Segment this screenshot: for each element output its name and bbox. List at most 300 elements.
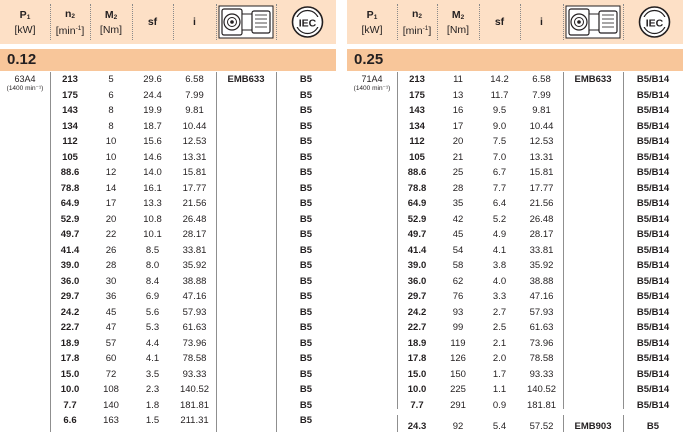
table-row [0,413,336,429]
ratio-cell: 35.92 [529,260,554,271]
sf-cell: 1.1 [492,384,507,395]
n2-cell: 213 [409,74,425,85]
n2-header: n2 $[\min^{-1}]$ [402,7,432,37]
table-row [347,150,683,166]
m2-cell: 25 [452,167,464,178]
table-row [0,367,336,383]
table-row [0,196,336,212]
ratio-cell: 61.63 [529,322,554,333]
sf-cell: 4.1 [492,244,507,256]
m2-cell: 47 [105,322,117,333]
m2-cell: 5 [108,74,114,85]
table-row [347,72,683,88]
sf-cell: 9.5 [492,105,507,116]
ratio-cell: 15.81 [529,167,554,178]
table-row [347,88,683,104]
ratio-cell: 17.77 [182,182,207,194]
n2-cell: 36.0 [407,275,427,287]
m2-cell: 17 [452,120,464,132]
sf-cell: 10.1 [143,229,162,240]
table-row [0,289,336,305]
m2-cell: 12 [105,167,117,178]
m2-cell: 35 [452,198,464,209]
flange-cell: B5 [299,151,313,163]
sf-cell: 9.0 [492,120,507,132]
n2-cell: 213 [62,74,78,85]
flange-cell: B5/B14 [636,291,670,302]
iec-logo-icon [638,6,671,38]
gearbox-cell [216,305,276,321]
flange-cell: B5 [299,120,313,132]
gearbox-cell [216,88,276,104]
gearbox-cell [216,258,276,274]
gearbox-cell [563,165,623,181]
table-row [0,212,336,228]
ratio-cell: 57.52 [529,421,554,432]
gearbox-cell [216,336,276,352]
gearbox-cell [563,398,623,414]
i-header: i [193,16,196,28]
sf-cell: 5.2 [492,213,507,225]
n2-cell: 105 [409,151,425,163]
n2-cell: 112 [62,136,78,147]
sf-cell: 11.7 [490,89,509,101]
sf-cell: 24.4 [143,89,162,101]
n2-cell: 52.9 [60,213,80,225]
m2-cell: 10 [105,151,117,163]
m2-header: M2 [Nm] [446,8,470,36]
table-row [0,150,336,166]
flange-cell: B5/B14 [636,213,670,225]
table-row [347,181,683,197]
n2-cell: 78.8 [407,182,427,194]
table-row [0,181,336,197]
n2-cell: 22.7 [407,322,427,333]
table-row [347,196,683,212]
flange-cell: B5 [299,368,313,380]
sf-cell: 5.4 [492,421,507,432]
n2-header: n2 $[\min^{-1}]$ [55,7,85,37]
sf-cell: 7.7 [492,182,507,194]
sf-cell: 1.5 [145,415,160,426]
m2-cell: 36 [105,291,117,302]
flange-cell: B5/B14 [636,120,670,132]
m2-cell: 6 [108,89,114,101]
gearbox-cell [563,258,623,274]
ratio-cell: 33.81 [529,244,554,256]
m2-cell: 76 [452,291,464,302]
sf-cell: 2.1 [492,337,507,349]
sf-cell: 4.1 [145,353,160,364]
m2-cell: 28 [452,182,464,194]
m2-cell: 150 [450,368,466,380]
table-header [347,0,683,44]
ratio-cell: 38.88 [182,275,207,287]
sf-cell: 7.0 [492,151,507,163]
m2-cell: 57 [105,337,117,349]
ratio-cell: 33.81 [182,244,207,256]
ratio-cell: 140.52 [526,384,557,395]
sf-header: sf [494,16,505,28]
table-header [0,0,336,44]
flange-cell: B5 [299,136,313,147]
n2-cell: 10.0 [407,384,427,395]
motor-type: 63A4 (1400 min⁻¹) [6,74,44,92]
m2-cell: 8 [108,105,114,116]
gearbox-cell [216,103,276,119]
ratio-cell: 15.81 [182,167,207,178]
n2-cell: 41.4 [407,244,427,256]
gearbox-cell [216,243,276,259]
sf-cell: 3.8 [492,260,507,271]
flange-cell: B5 [299,229,313,240]
gearbox-cell [563,103,623,119]
m2-cell: 163 [103,415,119,426]
sf-cell: 14.6 [143,151,162,163]
table-row [0,398,336,414]
table-row [347,165,683,181]
sf-cell: 8.0 [145,260,160,271]
left-table [0,0,336,432]
m2-cell: 291 [450,399,466,411]
ratio-cell: 73.96 [182,337,207,349]
table-row [0,88,336,104]
n2-cell: 88.6 [60,167,80,178]
sf-cell: 5.6 [145,306,160,318]
sf-cell: 16.1 [143,182,162,194]
flange-cell: B5/B14 [636,384,670,395]
gearbox-cell: EMB903 [574,421,612,432]
table-row [347,305,683,321]
m2-cell: 119 [450,337,466,349]
gearbox-cell [216,150,276,166]
gearbox-motor-icon [565,4,621,40]
flange-cell: B5 [299,415,313,426]
flange-cell: B5/B14 [636,229,670,240]
n2-cell: 175 [409,89,425,101]
n2-cell: 64.9 [60,198,80,209]
table-row [0,103,336,119]
ratio-cell: 12.53 [182,136,207,147]
m2-cell: 58 [452,260,464,271]
gearbox-cell [563,119,623,135]
m2-cell: 22 [105,229,117,240]
table-row [0,227,336,243]
n2-cell: 39.0 [60,260,80,271]
gearbox-cell: EMB633 [574,74,612,85]
gearbox-cell [216,289,276,305]
table-row [347,212,683,228]
ratio-cell: 6.58 [532,74,551,85]
m2-cell: 72 [105,368,117,380]
table-row [0,258,336,274]
ratio-cell: 35.92 [182,260,207,271]
ratio-cell: 38.88 [529,275,554,287]
m2-cell: 62 [452,275,464,287]
ratio-cell: 73.96 [529,337,554,349]
gearbox-cell [216,351,276,367]
sf-cell: 8.5 [145,244,160,256]
n2-cell: 52.9 [407,213,427,225]
flange-cell: B5/B14 [636,105,670,116]
table-row [347,103,683,119]
table-row [0,72,336,88]
n2-cell: 17.8 [60,353,80,364]
ratio-cell: 7.99 [532,89,551,101]
ratio-cell: 9.81 [532,105,551,116]
ratio-cell: 57.93 [529,306,554,318]
m2-cell: 20 [452,136,464,147]
n2-cell: 6.6 [63,415,77,426]
table-row [347,258,683,274]
n2-cell: 134 [409,120,425,132]
flange-cell: B5 [299,105,313,116]
sf-cell: 2.0 [492,353,507,364]
rows-area [347,72,683,432]
gearbox-cell [563,351,623,367]
flange-cell: B5 [299,182,313,194]
ratio-cell: 26.48 [529,213,554,225]
gearbox-cell [216,413,276,429]
flange-cell: B5 [299,322,313,333]
sf-cell: 18.7 [143,120,162,132]
m2-cell: 28 [105,260,117,271]
sf-cell: 6.7 [492,167,507,178]
m2-cell: 10 [105,136,117,147]
p1-header: P1 [kW] [14,8,36,36]
sf-cell: 6.4 [492,198,507,209]
ratio-cell: 181.81 [526,399,557,411]
table-row [0,305,336,321]
n2-cell: 143 [409,105,425,116]
ratio-cell: 9.81 [185,105,204,116]
m2-cell: 54 [452,244,464,256]
gearbox-cell [216,274,276,290]
flange-cell: B5 [299,384,313,395]
n2-cell: 15.0 [60,368,80,380]
m2-cell: 45 [105,306,117,318]
ratio-cell: 21.56 [529,198,554,209]
m2-cell: 225 [450,384,466,395]
n2-cell: 49.7 [60,229,80,240]
sf-cell: 5.3 [145,322,160,333]
gearbox-cell: EMB633 [227,74,265,85]
flange-cell: B5/B14 [636,306,670,318]
gearbox-cell [563,227,623,243]
ratio-cell: 181.81 [179,399,210,411]
gearbox-cell [216,212,276,228]
table-row [347,351,683,367]
n2-cell: 7.7 [63,399,77,411]
gearbox-cell [216,382,276,398]
gearbox-cell [216,320,276,336]
flange-cell: B5 [646,421,660,432]
n2-cell: 105 [62,151,78,163]
n2-cell: 134 [62,120,78,132]
n2-cell: 24.2 [407,306,427,318]
n2-cell: 88.6 [407,167,427,178]
table-row [347,336,683,352]
gearbox-cell [563,196,623,212]
m2-cell: 45 [452,229,464,240]
gearbox-cell [563,367,623,383]
sf-cell: 4.0 [492,275,507,287]
flange-cell: B5 [299,167,313,178]
flange-cell: B5/B14 [636,89,670,101]
table-row [0,336,336,352]
flange-cell: B5 [299,399,313,411]
flange-cell: B5/B14 [636,260,670,271]
n2-cell: 18.9 [60,337,80,349]
ratio-cell: 28.17 [529,229,554,240]
flange-cell: B5/B14 [636,198,670,209]
flange-cell: B5/B14 [636,151,670,163]
flange-cell: B5 [299,275,313,287]
table-row [0,165,336,181]
motor-type: 71A4 (1400 min⁻¹) [353,74,391,92]
flange-cell: B5/B14 [636,275,670,287]
flange-cell: B5 [299,353,313,364]
n2-cell: 29.7 [60,291,80,302]
n2-cell: 143 [62,105,78,116]
flange-cell: B5 [299,244,313,256]
n2-cell: 24.3 [407,421,427,432]
m2-cell: 21 [452,151,464,163]
m2-cell: 60 [105,353,117,364]
gearbox-cell [563,382,623,398]
n2-cell: 39.0 [407,260,427,271]
ratio-cell: 78.58 [182,353,207,364]
ratio-cell: 10.44 [529,120,554,132]
flange-cell: B5 [299,337,313,349]
sf-header: sf [147,16,158,28]
sf-cell: 3.3 [492,291,507,302]
gearbox-cell [563,150,623,166]
sf-cell: 4.4 [145,337,160,349]
n2-cell: 18.9 [407,337,427,349]
n2-cell: 49.7 [407,229,427,240]
sf-cell: 4.9 [492,229,507,240]
ratio-cell: 17.77 [529,182,554,194]
table-row [347,119,683,135]
gearbox-cell [216,398,276,414]
table-row [347,382,683,398]
m2-cell: 108 [103,384,119,395]
sf-cell: 14.0 [143,167,162,178]
gearbox-cell [563,181,623,197]
i-header: i [540,16,543,28]
n2-cell: 10.0 [60,384,80,395]
gearbox-motor-icon [218,4,274,40]
table-row [0,119,336,135]
flange-cell: B5 [299,74,313,85]
flange-cell: B5 [299,306,313,318]
sf-cell: 13.3 [143,198,162,209]
m2-cell: 99 [452,322,464,333]
iec-logo-icon [291,6,324,38]
n2-cell: 175 [62,89,78,101]
table-row [347,289,683,305]
sf-cell: 14.2 [490,74,509,85]
svg-text:IEC: IEC [645,17,664,30]
m2-cell: 14 [105,182,117,194]
ratio-cell: 28.17 [182,229,207,240]
m2-cell: 93 [452,306,464,318]
m2-cell: 92 [452,421,464,432]
sf-cell: 15.6 [143,136,162,147]
gearbox-cell [563,243,623,259]
flange-cell: B5/B14 [636,353,670,364]
n2-cell: 15.0 [407,368,427,380]
n2-cell: 24.2 [60,306,80,318]
flange-cell: B5/B14 [636,337,670,349]
gearbox-cell [216,367,276,383]
n2-cell: 78.8 [60,182,80,194]
ratio-cell: 6.58 [185,74,204,85]
ratio-cell: 57.93 [182,306,207,318]
gearbox-cell [563,305,623,321]
table-row [347,320,683,336]
m2-header: M2 [Nm] [99,8,123,36]
table-row [347,419,683,435]
gearbox-cell [563,88,623,104]
ratio-cell: 21.56 [182,198,207,209]
sf-cell: 19.9 [143,105,162,116]
sf-cell: 3.5 [145,368,160,380]
power-band: 0.25 [347,49,683,71]
n2-cell: 64.9 [407,198,427,209]
p1-header: P1 [kW] [361,8,383,36]
sf-cell: 1.7 [492,368,507,380]
rows-area [0,72,336,432]
flange-cell: B5 [299,213,313,225]
ratio-cell: 93.33 [529,368,554,380]
gearbox-cell [563,274,623,290]
gearbox-cell [563,320,623,336]
flange-cell: B5/B14 [636,244,670,256]
m2-cell: 16 [452,105,464,116]
m2-cell: 11 [453,74,463,85]
gearbox-cell [563,336,623,352]
ratio-cell: 26.48 [182,213,207,225]
sf-cell: 6.9 [145,291,160,302]
gearbox-cell [216,165,276,181]
ratio-cell: 61.63 [182,322,207,333]
ratio-cell: 93.33 [182,368,207,380]
sf-cell: 29.6 [143,74,162,85]
m2-cell: 140 [103,399,119,411]
ratio-cell: 140.52 [179,384,210,395]
table-row [0,274,336,290]
ratio-cell: 47.16 [529,291,554,302]
gearbox-cell [216,119,276,135]
n2-cell: 17.8 [407,353,427,364]
flange-cell: B5/B14 [636,399,670,411]
table-row [347,243,683,259]
ratio-cell: 47.16 [182,291,207,302]
power-band: 0.12 [0,49,336,71]
table-row [0,243,336,259]
m2-cell: 8 [108,120,114,132]
sf-cell: 7.5 [492,136,507,147]
sf-cell: 2.3 [145,384,160,395]
ratio-cell: 78.58 [529,353,554,364]
sf-cell: 2.7 [492,306,507,318]
n2-cell: 22.7 [60,322,80,333]
sf-cell: 0.9 [492,399,507,411]
m2-cell: 126 [450,353,466,364]
ratio-cell: 7.99 [185,89,204,101]
